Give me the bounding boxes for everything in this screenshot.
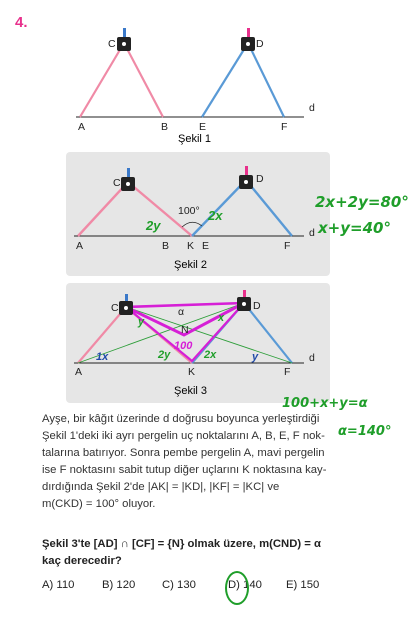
point-E: E	[202, 240, 210, 252]
para-line: dırdığında Şekil 2'de |AK| = |KD|, |KF| = |KC| ve	[42, 481, 280, 493]
angle-100-label: 100°	[178, 205, 200, 217]
para-line: Ayşe, bir kâğıt üzerinde d doğrusu boyunca yerleştirdiği	[42, 413, 320, 425]
option-e[interactable]: E) 150	[286, 579, 320, 591]
figure-3	[66, 283, 330, 403]
point-K: K	[187, 240, 195, 252]
point-B: B	[162, 240, 170, 252]
hw-x: x	[218, 312, 225, 324]
point-E: E	[199, 121, 207, 133]
point-C: C	[108, 38, 116, 50]
para-line: ise F noktasını sabit tutup diğer uçlarını K noktasına kay-	[42, 464, 327, 476]
figure-2	[66, 152, 330, 276]
point-A: A	[76, 240, 84, 252]
angle-alpha-label: α	[178, 306, 185, 318]
hw-y: y	[138, 316, 145, 328]
figure-2-caption: Şekil 2	[174, 259, 208, 271]
question-text	[42, 536, 408, 570]
point-D: D	[256, 173, 264, 185]
hw-y2: y	[252, 351, 259, 363]
question-line: kaç derecedir?	[42, 555, 122, 567]
hw-2y: 2y	[146, 218, 161, 233]
point-A: A	[75, 366, 83, 378]
figure-1	[66, 25, 330, 145]
figure-3-caption: Şekil 3	[174, 385, 208, 397]
question-line: Şekil 3'te [AD] ∩ [CF] = {N} olmak üzere, m(CND) = α	[42, 538, 321, 550]
point-C: C	[111, 302, 119, 314]
point-D: D	[253, 300, 261, 312]
point-D: D	[256, 38, 264, 50]
hw-2y: 2y	[158, 349, 171, 361]
point-F: F	[284, 240, 291, 252]
selected-answer-circle	[225, 571, 249, 605]
hw-2x: 2x	[204, 349, 217, 361]
problem-paragraph	[42, 411, 408, 513]
para-line: talarına batırıyor. Sonra pembe pergelin A, mavi pergelin	[42, 447, 325, 459]
point-F: F	[281, 121, 288, 133]
para-line: Şekil 1'deki iki ayrı pergelin uç noktalarını A, B, E, F nok-	[42, 430, 325, 442]
note-eq2: x+y=40°	[318, 219, 391, 237]
para-line: m(CKD) = 100° oluyor.	[42, 498, 156, 510]
note-eq1: 2x+2y=80°	[315, 193, 409, 211]
option-b[interactable]: B) 120	[102, 579, 136, 591]
note-eq3: 100+x+y=α	[282, 396, 368, 411]
hw-2x: 2x	[208, 208, 223, 223]
point-F: F	[284, 366, 291, 378]
hw-1x: 1x	[96, 351, 109, 363]
option-a[interactable]: A) 110	[42, 579, 75, 591]
point-N: N	[181, 324, 189, 336]
option-d[interactable]: D) 140	[228, 579, 262, 591]
note-eq4: α=140°	[338, 424, 392, 439]
point-K: K	[188, 366, 196, 378]
figure-1-caption: Şekil 1	[178, 133, 212, 145]
line-label-d: d	[309, 227, 315, 239]
option-c[interactable]: C) 130	[162, 579, 196, 591]
point-B: B	[161, 121, 169, 133]
line-label-d: d	[309, 352, 315, 364]
line-label-d: d	[309, 102, 315, 114]
point-A: A	[78, 121, 86, 133]
question-number: 4.	[15, 14, 28, 31]
hw-100: 100	[174, 340, 193, 352]
point-C: C	[113, 177, 121, 189]
